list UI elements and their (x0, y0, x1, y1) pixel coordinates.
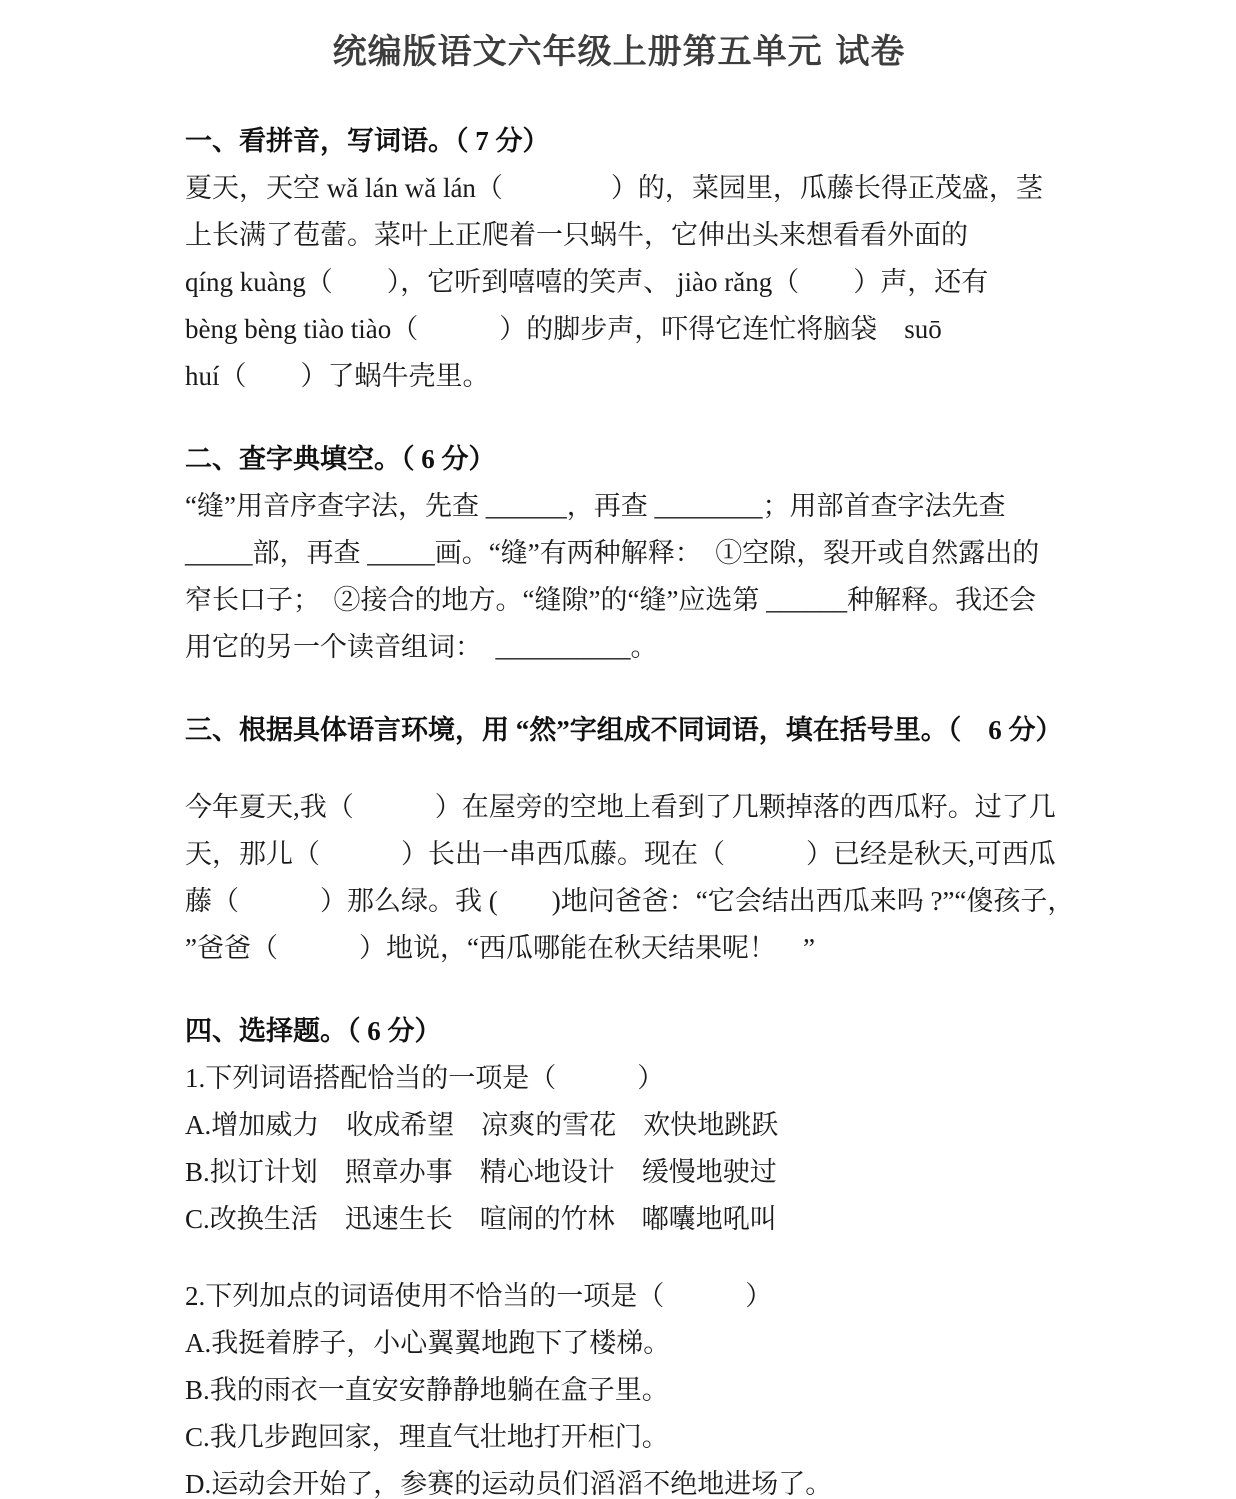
text-line: huí（ ）了蜗牛壳里。 (185, 361, 490, 391)
option-b: B.拟订计划 照章办事 精心地设计 缓慢地驶过 (185, 1157, 777, 1187)
question-2: 2.下列加点的词语使用不恰当的一项是（ ） (185, 1281, 773, 1311)
text-line: 窄长口子； ②接合的地方。“缝隙”的“缝”应选第 ______种解释。我还会 (185, 585, 1037, 615)
option-c: C.我几步跑回家，理直气壮地打开柜门。 (185, 1422, 669, 1452)
text-line: _____部，再查 _____画。“缝”有两种解释： ①空隙，裂开或自然露出的 (185, 538, 1040, 568)
option-a: A.我挺着脖子，小心翼翼地跑下了楼梯。 (185, 1328, 671, 1358)
section-heading: 四、选择题。（ 6 分） (185, 1016, 442, 1046)
section-dictionary-fill (185, 436, 1053, 671)
text-line: bèng bèng tiào tiào（ ）的脚步声，吓得它连忙将脑袋 suō (185, 314, 942, 344)
text-line: “缝”用音序查字法，先查 ______，再查 ________；用部首查字法先查 (185, 491, 1006, 521)
option-b: B.我的雨衣一直安安静静地躺在盒子里。 (185, 1375, 669, 1405)
option-d: D.运动会开始了，参赛的运动员们滔滔不绝地进场了。 (185, 1469, 833, 1499)
text-line: qíng kuàng（ ），它听到嘻嘻的笑声、 jiào rǎng（ ）声，还有 (185, 267, 989, 297)
text-line: 今年夏天,我（ ）在屋旁的空地上看到了几颗掉落的西瓜籽。过了几 (185, 792, 1056, 822)
exam-paper-content (185, 30, 1075, 1499)
section-heading: 一、看拼音，写词语。（ 7 分） (185, 126, 550, 156)
option-c: C.改换生活 迅速生长 喧闹的竹林 嘟囔地吼叫 (185, 1204, 777, 1234)
text-line: 用它的另一个读音组词： __________。 (185, 632, 658, 662)
section-multiple-choice (185, 1008, 1053, 1499)
section-heading: 三、根据具体语言环境，用 “然”字组成不同词语，填在括号里。（ 6 分） (185, 715, 1063, 745)
question-1: 1.下列词语搭配恰当的一项是（ ） (185, 1063, 665, 1093)
text-line: ”爸爸（ ）地说，“西瓜哪能在秋天结果呢！ ” (185, 933, 815, 963)
section-ran-words (185, 707, 1075, 972)
text-line: 藤（ ）那么绿。我 ( )地问爸爸：“它会结出西瓜来吗 ?”“傻孩子， (185, 886, 1075, 916)
text-line: 夏天，天空 wǎ lán wǎ lán（ ）的，菜园里，瓜藤长得正茂盛，茎 (185, 173, 1043, 203)
section-pinyin-words (185, 118, 1053, 400)
page-title: 统编版语文六年级上册第五单元 试卷 (332, 32, 906, 72)
text-line: 上长满了苞蕾。菜叶上正爬着一只蜗牛，它伸出头来想看看外面的 (185, 220, 968, 250)
text-line: 天，那儿（ ）长出一串西瓜藤。现在（ ）已经是秋天,可西瓜 (185, 839, 1056, 869)
option-a: A.增加威力 收成希望 凉爽的雪花 欢快地跳跃 (185, 1110, 779, 1140)
section-heading: 二、查字典填空。（ 6 分） (185, 444, 496, 474)
